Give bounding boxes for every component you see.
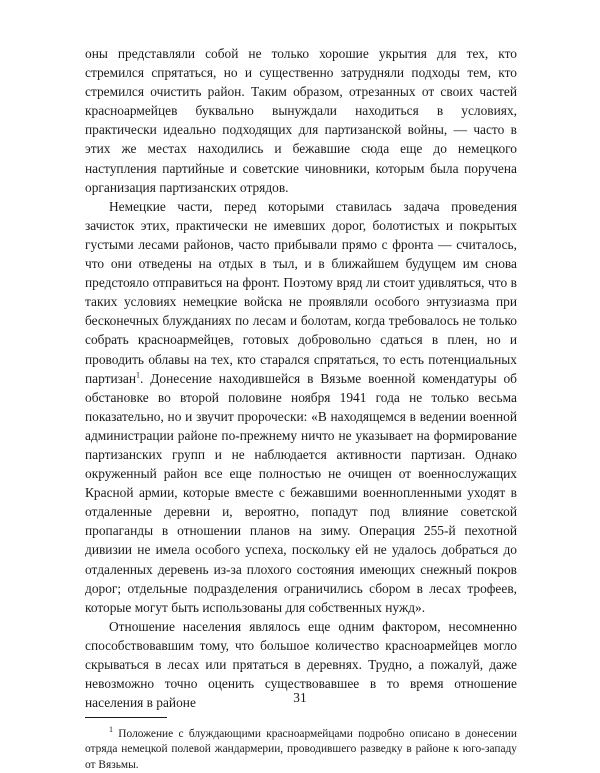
paragraph-3: Отношение населения являлось еще одним фактором, несомненно способствовавшим тому, что большое количество красноармейцев могло скрываться в лесах или прятаться в деревнях. Трудно, а пожалуй, даже невозможно точно оценить существовавшее в то время отношение населения в районе — [85, 618, 517, 711]
footnote-reference: 1 — [136, 370, 141, 380]
paragraph-1: оны представляли собой не только хорошие укрытия для тех, кто стремился спрятаться, но и существенно затрудняли подходы тем, кто стремился очистить район. Таким образом, отрезанных от своих частей красноармейцев буквально вынуждали находиться в условиях, практически идеально подходящих для партизанской войны, — часто в этих же местах находились и бежавшие сюда еще до немецкого наступления партийные и советские чиновники, которым была поручена организация партизанских отрядов. — [85, 46, 517, 195]
page-number: 31 — [293, 690, 307, 705]
footnote-text: Положение с блуждающими красноармейцами подробно описано в донесении отряда немецкой полевой жандармерии, проводившего разведку в районе к юго-западу от Вязьмы. — [85, 728, 517, 771]
paragraph-2-text-b: . Донесение находившейся в Вязьме военной комендатуры об обстановке во второй половине ноября 1941 года не только весьма показательно, но и звучит пророчески: «В находящемся в ведении военной администрации районе по-прежнему ничто не указывает на формирование партизанских групп и не наблюдается активности партизан. Однако окруженный район все еще полностью не очищен от военнослужащих Красной армии, которые вместе с бежавшими военнопленными уходят в отдаленные деревни и, вероятно, попадут под влияние советской пропаганды в отношении планов на зиму. Операция 255-й пехотной дивизии не имела особого успеха, поскольку ей не удалось добраться до отдаленных деревень из-за плохого состояния имеющих снежный покров дорог; отдельные подразделения ограничились сбором в лесах трофеев, которые могут быть использованы для собственных нужд». — [85, 370, 517, 615]
footnote — [85, 727, 517, 773]
page-text-block — [85, 44, 517, 773]
footnote-divider — [85, 717, 167, 718]
paragraph-2 — [85, 197, 517, 617]
paragraph-2-text-a: Немецкие части, перед которыми ставилась задача проведения зачисток этих, практически не имевших дорог, болотистых и покрытых густыми лесами районов, часто прибывали прямо с фронта — считалось, что они отведены на отдых в тыл, и в ближайшем будущем им снова предстояло отправиться на фронт. Поэтому вряд ли стоит удивляться, что в таких условиях немецкие войска не проявляли особого энтузиазма при бесконечных блужданиях по лесам и болотам, когда требовалось не только собрать красноармейцев, готовых добровольно сдаться в плен, но и проводить облавы на тех, кто старался спрятаться, то есть потенциальных партизан — [85, 198, 517, 386]
footnote-marker: 1 — [109, 725, 113, 735]
